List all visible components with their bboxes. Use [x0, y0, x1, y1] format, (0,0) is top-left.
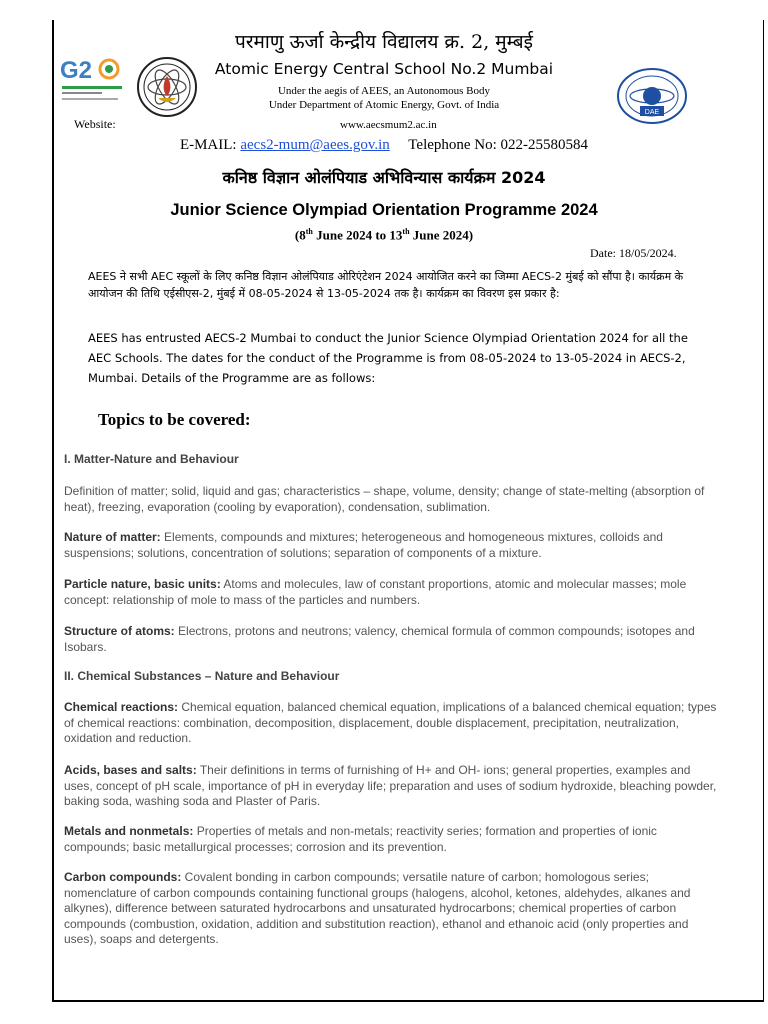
topics-heading: Topics to be covered:	[98, 410, 251, 429]
topic-paragraph	[64, 484, 718, 515]
topic-paragraph	[64, 624, 718, 655]
school-name: Atomic Energy Central School No.2 Mumbai	[214, 60, 554, 78]
topic-paragraph	[64, 530, 718, 561]
topic-text: Chemical equation, balanced chemical equation, implications of a balanced chemical equation; types of chemical reactions: combination, decomposition, displacement, double displacement, precipitation, neutralization, oxidation and reduction.	[64, 700, 717, 745]
department-line: Under Department of Atomic Energy, Govt. of India	[268, 99, 500, 111]
hindi-school-name: परमाणु ऊर्जा केन्द्रीय विद्यालय क्र. 2, मुम्बई	[234, 31, 533, 53]
topic-label: Structure of atoms:	[64, 624, 175, 638]
topic-paragraph	[64, 763, 718, 810]
intro-paragraph: AEES has entrusted AECS-2 Mumbai to conduct the Junior Science Olympiad Orientation 2024 for all the AEC Schools. The dates for the conduct of the Programme is from 08-05-2024 to 13-05-2024 in AECS-2, Mumbai. Details of the Programme are as follows:	[88, 331, 688, 385]
website-url: www.aecsmum2.ac.in	[340, 119, 437, 131]
topic-paragraph	[64, 577, 718, 608]
topic-paragraph	[64, 700, 718, 747]
topic-text: Elements, compounds and mixtures; heterogeneous and homogeneous mixtures, colloids and suspensions; solutions, concentration of solutions; separation of components of a mixture.	[64, 530, 663, 560]
hindi-programme-title: कनिष्ठ विज्ञान ओलंपियाड अभिविन्यास कार्यक्रम 2024	[222, 168, 546, 187]
aegis-line: Under the aegis of AEES, an Autonomous Body	[277, 85, 491, 97]
dates-mid: June 2024 to 13	[312, 227, 403, 243]
topic-paragraph	[64, 870, 718, 948]
dates-open: (8	[294, 227, 306, 243]
document-date: Date: 18/05/2024.	[590, 246, 677, 260]
topic-label: Nature of matter:	[64, 530, 161, 544]
dates-sup-2: th	[402, 227, 410, 236]
telephone: Telephone No: 022-25580584	[408, 137, 589, 153]
topic-label: Chemical reactions:	[64, 700, 179, 714]
programme-title: Junior Science Olympiad Orientation Programme 2024	[170, 201, 598, 219]
website-label: Website:	[74, 117, 116, 131]
svg-text:G2: G2	[60, 57, 93, 84]
dates-sup-1: th	[305, 227, 313, 236]
contact-line	[0, 137, 768, 154]
email-link[interactable]: aecs2-mum@aees.gov.in	[240, 137, 390, 153]
topic-text: Electrons, protons and neutrons; valency, chemical formula of common compounds; isotopes and Isobars.	[64, 624, 695, 654]
topic-text: Properties of metals and non-metals; reactivity series; formation and properties of ionic compounds; basic metallurgical processes; corrosion and its prevention.	[64, 824, 657, 854]
svg-text:DAE: DAE	[644, 109, 660, 116]
affiliation-text	[0, 84, 768, 112]
dates-close: June 2024)	[409, 227, 474, 243]
topic-text: Covalent bonding in carbon compounds; versatile nature of carbon; homologous series; nomenclature of carbon compounds containing functional groups (halogens, alcohol, ketones, aldehydes, alkanes and alkynes), difference between saturated hydrocarbons and unsaturated hydrocarbons; chemical properties of carbon compounds (combustion, oxidation, addition and substitution reaction), ethanol and ethanoic acid (only properties and uses), soaps and detergents.	[64, 870, 691, 946]
topic-label: Metals and nonmetals:	[64, 824, 194, 838]
section-heading: II. Chemical Substances – Nature and Behaviour	[64, 669, 340, 683]
topic-text: Definition of matter; solid, liquid and gas; characteristics – shape, volume, density; change of state-melting (absorption of heat), freezing, evaporation (cooling by evaporation), condensation, sublimation.	[64, 484, 705, 514]
hindi-intro-paragraph: AEES ने सभी AEC स्कूलों के लिए कनिष्ठ विज्ञान ओलंपियाड ओरिएंटेशन 2024 आयोजित करने का जिम्मा AECS-2 मुंबई को सौंपा है। कार्यक्रम के आयोजन की तिथि एईसीएस-2, मुंबई में 08-05-2024 से 13-05-2024 तक है। कार्यक्रम का विवरण इस प्रकार है:	[88, 270, 684, 300]
topic-text: Their definitions in terms of furnishing of H+ and OH- ions; general properties, examples and uses, concept of pH scale, importance of pH in everyday life; preparation and uses of sodium hydroxide, bleaching powder, baking soda, washing soda and Plaster of Paris.	[64, 763, 717, 808]
topic-paragraph	[64, 824, 718, 855]
topic-label: Particle nature, basic units:	[64, 577, 221, 591]
topic-label: Carbon compounds:	[64, 870, 182, 884]
topic-label: Acids, bases and salts:	[64, 763, 197, 777]
email-label: E-MAIL:	[179, 137, 237, 153]
topic-text: Atoms and molecules, law of constant proportions, atomic and molecular masses; mole concept: relationship of mole to mass of the particles and numbers.	[64, 577, 687, 607]
programme-dates	[0, 227, 768, 243]
section-heading: I. Matter-Nature and Behaviour	[64, 452, 239, 466]
